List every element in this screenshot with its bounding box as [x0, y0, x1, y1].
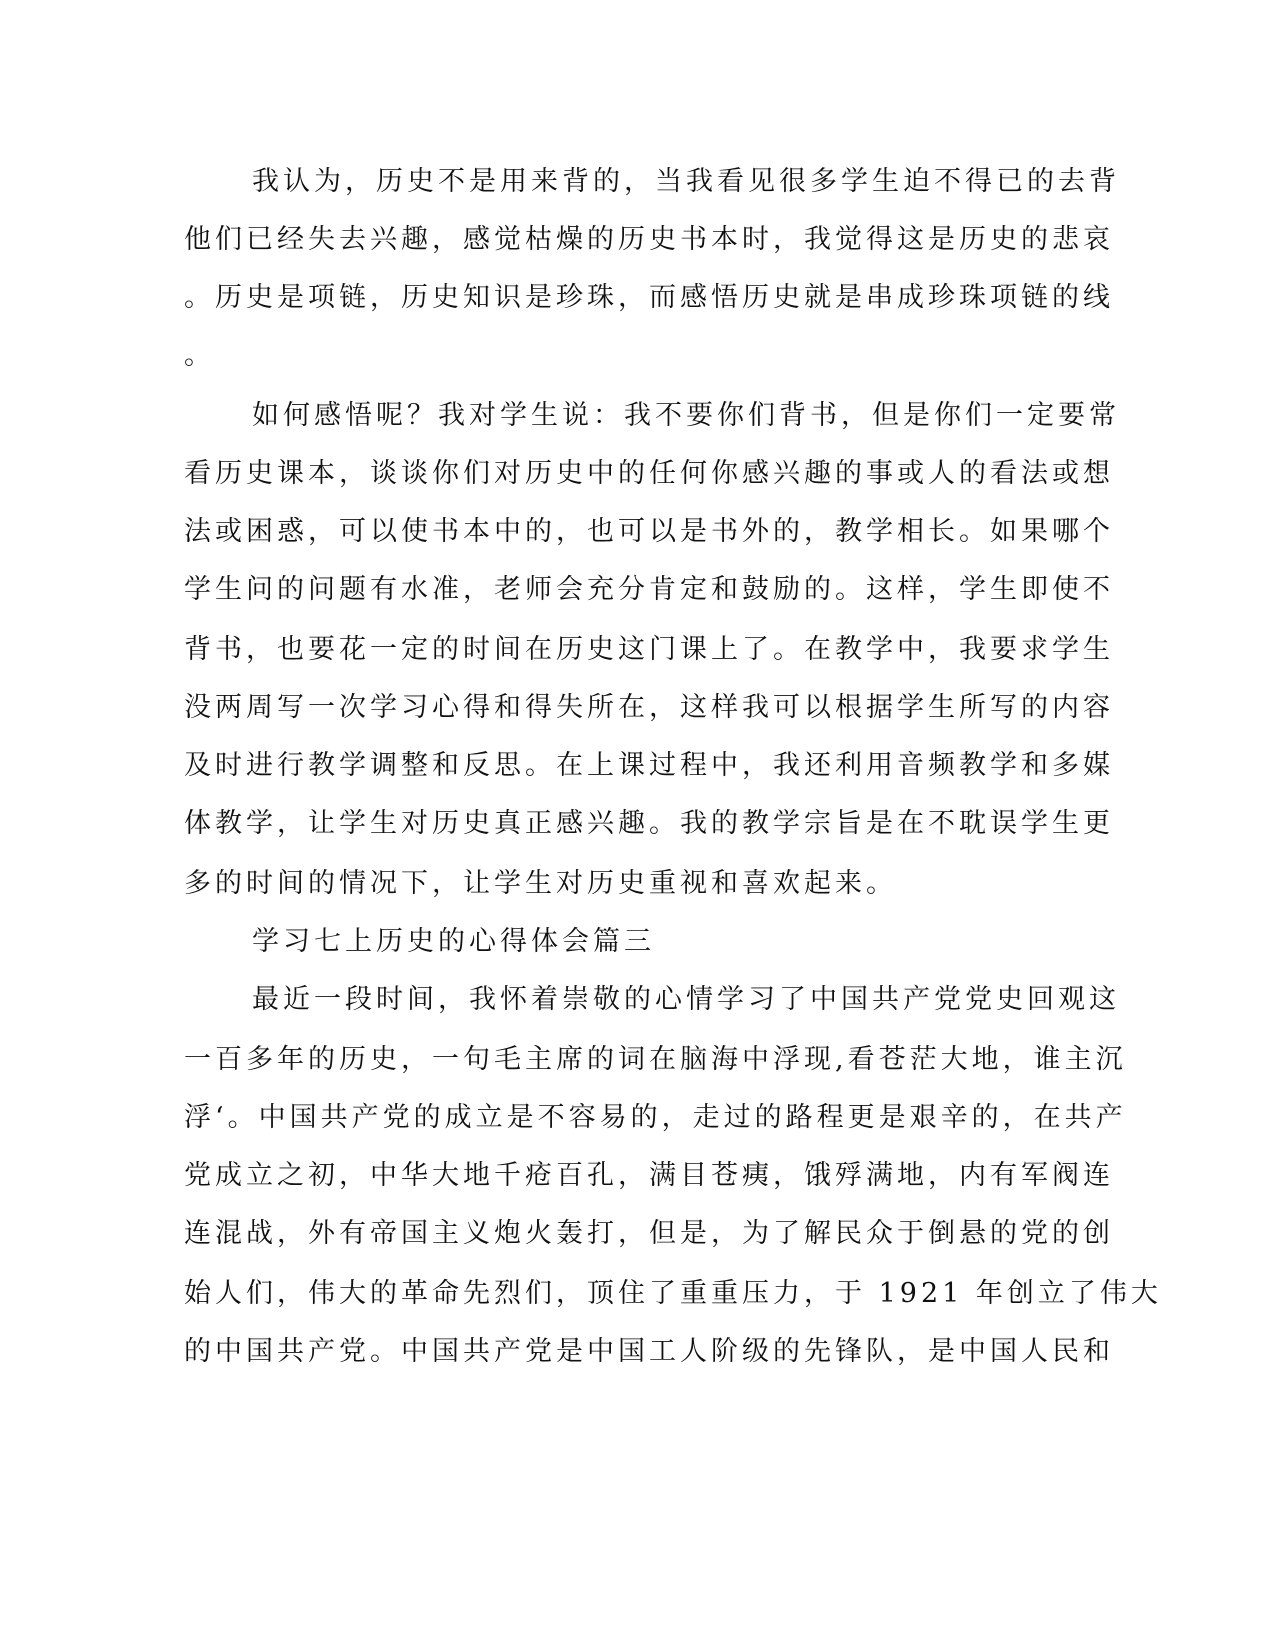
text-line: 看历史课本，谈谈你们对历史中的任何你感兴趣的事或人的看法或想	[184, 458, 1114, 489]
text-line: 及时进行教学调整和反思。在上课过程中，我还利用音频教学和多媒	[184, 750, 1114, 781]
text-line: 学生问的问题有水准，老师会充分肯定和鼓励的。这样，学生即使不	[184, 574, 1114, 605]
text-line: 如何感悟呢？我对学生说：我不要你们背书，但是你们一定要常	[252, 400, 1120, 431]
text-line: 我认为，历史不是用来背的，当我看见很多学生迫不得已的去背	[252, 166, 1120, 197]
text-line: 最近一段时间，我怀着崇敬的心情学习了中国共产党党史回观这	[252, 984, 1120, 1015]
text-line: 一百多年的历史，一句毛主席的词在脑海中浮现,看苍茫大地，谁主沉	[184, 1044, 1127, 1075]
text-line: 的中国共产党。中国共产党是中国工人阶级的先锋队，是中国人民和	[184, 1336, 1114, 1367]
text-line: 背书，也要花一定的时间在历史这门课上了。在教学中，我要求学生	[184, 634, 1114, 665]
text-line: 他们已经失去兴趣，感觉枯燥的历史书本时，我觉得这是历史的悲哀	[184, 224, 1114, 255]
text-line: 连混战，外有帝国主义炮火轰打，但是，为了解民众于倒悬的党的创	[184, 1218, 1114, 1249]
text-line: 始人们，伟大的革命先烈们，顶住了重重压力，于 1921 年创立了伟大	[184, 1278, 1162, 1309]
text-line: 。历史是项链，历史知识是珍珠，而感悟历史就是串成珍珠项链的线	[184, 282, 1114, 313]
text-line: 法或困惑，可以使书本中的，也可以是书外的，教学相长。如果哪个	[184, 516, 1114, 547]
section-heading: 学习七上历史的心得体会篇三	[252, 926, 655, 957]
text-line: 浮‘。中国共产党的成立是不容易的，走过的路程更是艰辛的，在共产	[184, 1102, 1127, 1133]
text-line: 多的时间的情况下，让学生对历史重视和喜欢起来。	[184, 868, 897, 899]
text-line: 没两周写一次学习心得和得失所在，这样我可以根据学生所写的内容	[184, 692, 1114, 723]
text-line: 党成立之初，中华大地千疮百孔，满目苍痍，饿殍满地，内有军阀连	[184, 1160, 1114, 1191]
text-line: 体教学，让学生对历史真正感兴趣。我的教学宗旨是在不耽误学生更	[184, 808, 1114, 839]
text-line: 。	[184, 340, 215, 371]
